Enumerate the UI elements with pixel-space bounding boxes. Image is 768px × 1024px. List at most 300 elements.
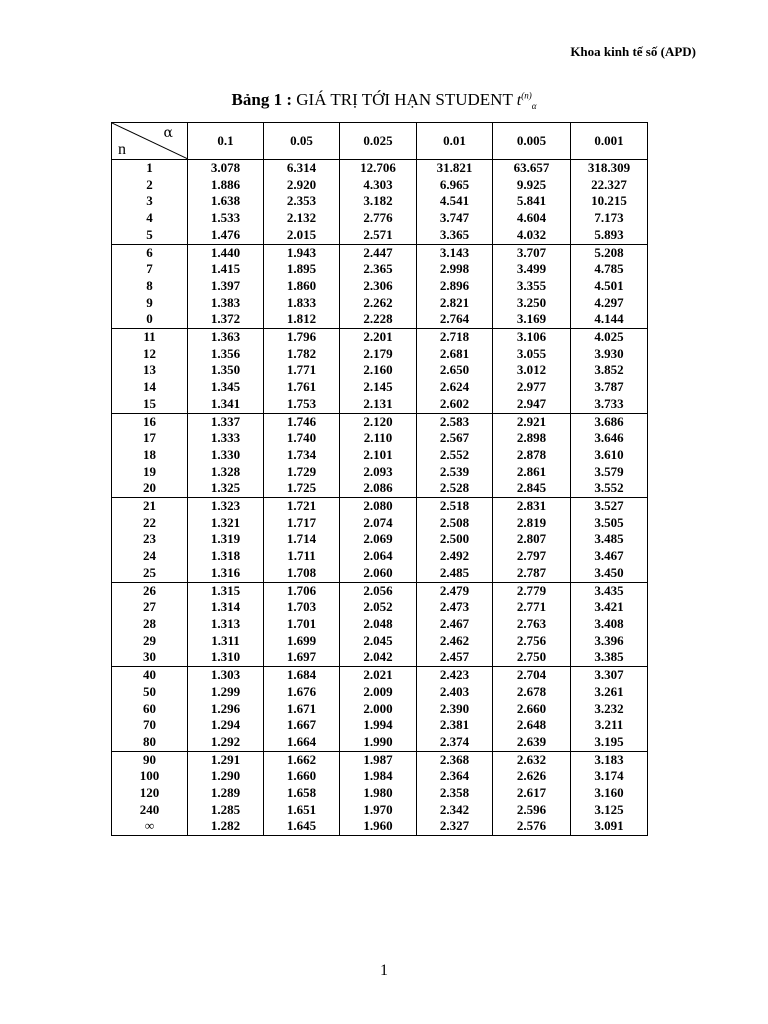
value-cell: 3.552 bbox=[571, 480, 648, 497]
row-n-cell: 30 bbox=[112, 649, 188, 666]
value-cell: 4.025 bbox=[571, 329, 648, 346]
value-cell: 4.541 bbox=[417, 193, 493, 210]
value-cell: 2.602 bbox=[417, 396, 493, 413]
value-cell: 1.671 bbox=[264, 701, 340, 718]
row-n-cell: 12 bbox=[112, 346, 188, 363]
value-cell: 1.886 bbox=[188, 177, 264, 194]
column-header: 0.005 bbox=[493, 123, 571, 160]
value-cell: 1.860 bbox=[264, 278, 340, 295]
value-cell: 1.645 bbox=[264, 818, 340, 835]
value-cell: 3.467 bbox=[571, 548, 648, 565]
table-row bbox=[112, 413, 648, 430]
value-cell: 12.706 bbox=[340, 160, 417, 177]
value-cell: 2.821 bbox=[417, 295, 493, 312]
value-cell: 3.787 bbox=[571, 379, 648, 396]
table-row bbox=[112, 768, 648, 785]
value-cell: 1.761 bbox=[264, 379, 340, 396]
value-cell: 2.056 bbox=[340, 582, 417, 599]
value-cell: 1.753 bbox=[264, 396, 340, 413]
value-cell: 2.921 bbox=[493, 413, 571, 430]
value-cell: 1.289 bbox=[188, 785, 264, 802]
value-cell: 2.776 bbox=[340, 210, 417, 227]
value-cell: 1.667 bbox=[264, 717, 340, 734]
value-cell: 1.314 bbox=[188, 599, 264, 616]
value-cell: 2.764 bbox=[417, 311, 493, 328]
value-cell: 2.567 bbox=[417, 430, 493, 447]
value-cell: 1.699 bbox=[264, 633, 340, 650]
table-row bbox=[112, 278, 648, 295]
value-cell: 4.303 bbox=[340, 177, 417, 194]
value-cell: 3.733 bbox=[571, 396, 648, 413]
table-row bbox=[112, 210, 648, 227]
value-cell: 2.681 bbox=[417, 346, 493, 363]
table-row bbox=[112, 599, 648, 616]
row-n-cell: 70 bbox=[112, 717, 188, 734]
value-cell: 22.327 bbox=[571, 177, 648, 194]
row-n-cell: 8 bbox=[112, 278, 188, 295]
row-n-cell: 2 bbox=[112, 177, 188, 194]
value-cell: 2.718 bbox=[417, 329, 493, 346]
value-cell: 1.328 bbox=[188, 464, 264, 481]
table-row bbox=[112, 734, 648, 751]
value-cell: 2.539 bbox=[417, 464, 493, 481]
value-cell: 3.646 bbox=[571, 430, 648, 447]
page-number: 1 bbox=[380, 962, 388, 979]
row-n-cell: 26 bbox=[112, 582, 188, 599]
value-cell: 1.734 bbox=[264, 447, 340, 464]
row-n-cell: 13 bbox=[112, 362, 188, 379]
value-cell: 3.091 bbox=[571, 818, 648, 835]
value-cell: 2.069 bbox=[340, 531, 417, 548]
value-cell: 1.660 bbox=[264, 768, 340, 785]
value-cell: 1.796 bbox=[264, 329, 340, 346]
value-cell: 2.920 bbox=[264, 177, 340, 194]
value-cell: 3.396 bbox=[571, 633, 648, 650]
value-cell: 3.435 bbox=[571, 582, 648, 599]
value-cell: 1.708 bbox=[264, 565, 340, 582]
row-n-cell: 100 bbox=[112, 768, 188, 785]
value-cell: 2.861 bbox=[493, 464, 571, 481]
value-cell: 1.321 bbox=[188, 515, 264, 532]
value-cell: 2.381 bbox=[417, 717, 493, 734]
row-n-cell: 21 bbox=[112, 498, 188, 515]
row-n-cell: 18 bbox=[112, 447, 188, 464]
row-n-cell: 6 bbox=[112, 244, 188, 261]
value-cell: 2.678 bbox=[493, 684, 571, 701]
value-cell: 1.725 bbox=[264, 480, 340, 497]
value-cell: 3.610 bbox=[571, 447, 648, 464]
table-title-text: GIÁ TRỊ TỚI HẠN STUDENT bbox=[296, 90, 513, 109]
value-cell: 1.782 bbox=[264, 346, 340, 363]
value-cell: 2.074 bbox=[340, 515, 417, 532]
table-row bbox=[112, 751, 648, 768]
value-cell: 1.714 bbox=[264, 531, 340, 548]
row-n-cell: 15 bbox=[112, 396, 188, 413]
value-cell: 2.390 bbox=[417, 701, 493, 718]
value-cell: 2.508 bbox=[417, 515, 493, 532]
row-n-cell: 25 bbox=[112, 565, 188, 582]
value-cell: 1.676 bbox=[264, 684, 340, 701]
row-n-cell: 23 bbox=[112, 531, 188, 548]
value-cell: 1.662 bbox=[264, 751, 340, 768]
row-n-cell: 80 bbox=[112, 734, 188, 751]
value-cell: 2.353 bbox=[264, 193, 340, 210]
value-cell: 3.160 bbox=[571, 785, 648, 802]
value-cell: 3.450 bbox=[571, 565, 648, 582]
value-cell: 2.042 bbox=[340, 649, 417, 666]
value-cell: 2.364 bbox=[417, 768, 493, 785]
t-symbol: $t^{(n)}_\alpha$ bbox=[516, 90, 537, 112]
value-cell: 4.032 bbox=[493, 227, 571, 244]
value-cell: 1.318 bbox=[188, 548, 264, 565]
value-cell: 2.467 bbox=[417, 616, 493, 633]
value-cell: 2.120 bbox=[340, 413, 417, 430]
column-header: 0.01 bbox=[417, 123, 493, 160]
value-cell: 3.408 bbox=[571, 616, 648, 633]
value-cell: 4.501 bbox=[571, 278, 648, 295]
value-cell: 1.994 bbox=[340, 717, 417, 734]
table-title-label: Bảng 1 : bbox=[231, 90, 292, 109]
value-cell: 3.106 bbox=[493, 329, 571, 346]
value-cell: 1.397 bbox=[188, 278, 264, 295]
table-row bbox=[112, 295, 648, 312]
alpha-label: α bbox=[163, 125, 173, 141]
row-n-cell: 19 bbox=[112, 464, 188, 481]
value-cell: 1.711 bbox=[264, 548, 340, 565]
value-cell: 1.292 bbox=[188, 734, 264, 751]
table-row bbox=[112, 649, 648, 666]
table-row bbox=[112, 565, 648, 582]
value-cell: 1.311 bbox=[188, 633, 264, 650]
value-cell: 9.925 bbox=[493, 177, 571, 194]
value-cell: 1.316 bbox=[188, 565, 264, 582]
value-cell: 1.980 bbox=[340, 785, 417, 802]
value-cell: 2.457 bbox=[417, 649, 493, 666]
value-cell: 2.327 bbox=[417, 818, 493, 835]
row-n-cell: 40 bbox=[112, 667, 188, 684]
value-cell: 3.747 bbox=[417, 210, 493, 227]
value-cell: 3.174 bbox=[571, 768, 648, 785]
table-row bbox=[112, 515, 648, 532]
value-cell: 1.363 bbox=[188, 329, 264, 346]
value-cell: 2.878 bbox=[493, 447, 571, 464]
row-n-cell: 0 bbox=[112, 311, 188, 328]
value-cell: 2.819 bbox=[493, 515, 571, 532]
value-cell: 2.473 bbox=[417, 599, 493, 616]
value-cell: 2.763 bbox=[493, 616, 571, 633]
value-cell: 3.143 bbox=[417, 244, 493, 261]
value-cell: 1.729 bbox=[264, 464, 340, 481]
value-cell: 2.576 bbox=[493, 818, 571, 835]
table-header-row bbox=[112, 123, 648, 160]
value-cell: 2.462 bbox=[417, 633, 493, 650]
row-n-cell: 24 bbox=[112, 548, 188, 565]
value-cell: 1.296 bbox=[188, 701, 264, 718]
value-cell: 2.064 bbox=[340, 548, 417, 565]
value-cell: 1.664 bbox=[264, 734, 340, 751]
table-row bbox=[112, 480, 648, 497]
value-cell: 1.313 bbox=[188, 616, 264, 633]
value-cell: 2.977 bbox=[493, 379, 571, 396]
column-header: 0.05 bbox=[264, 123, 340, 160]
value-cell: 1.341 bbox=[188, 396, 264, 413]
value-cell: 1.812 bbox=[264, 311, 340, 328]
value-cell: 1.987 bbox=[340, 751, 417, 768]
value-cell: 1.638 bbox=[188, 193, 264, 210]
value-cell: 1.290 bbox=[188, 768, 264, 785]
value-cell: 1.282 bbox=[188, 818, 264, 835]
value-cell: 1.721 bbox=[264, 498, 340, 515]
value-cell: 2.596 bbox=[493, 802, 571, 819]
row-n-cell: 9 bbox=[112, 295, 188, 312]
table-body bbox=[112, 160, 648, 836]
table-row bbox=[112, 548, 648, 565]
row-n-cell: 11 bbox=[112, 329, 188, 346]
table-row bbox=[112, 582, 648, 599]
value-cell: 1.684 bbox=[264, 667, 340, 684]
value-cell: 2.528 bbox=[417, 480, 493, 497]
value-cell: 4.297 bbox=[571, 295, 648, 312]
value-cell: 1.533 bbox=[188, 210, 264, 227]
value-cell: 6.314 bbox=[264, 160, 340, 177]
value-cell: 1.319 bbox=[188, 531, 264, 548]
value-cell: 1.440 bbox=[188, 244, 264, 261]
table-row bbox=[112, 329, 648, 346]
value-cell: 1.345 bbox=[188, 379, 264, 396]
value-cell: 2.132 bbox=[264, 210, 340, 227]
value-cell: 2.306 bbox=[340, 278, 417, 295]
value-cell: 2.485 bbox=[417, 565, 493, 582]
table-row bbox=[112, 311, 648, 328]
value-cell: 1.303 bbox=[188, 667, 264, 684]
table-row bbox=[112, 616, 648, 633]
value-cell: 2.093 bbox=[340, 464, 417, 481]
value-cell: 2.015 bbox=[264, 227, 340, 244]
value-cell: 2.403 bbox=[417, 684, 493, 701]
value-cell: 2.479 bbox=[417, 582, 493, 599]
column-header: 0.001 bbox=[571, 123, 648, 160]
value-cell: 2.831 bbox=[493, 498, 571, 515]
value-cell: 3.125 bbox=[571, 802, 648, 819]
value-cell: 2.423 bbox=[417, 667, 493, 684]
value-cell: 3.307 bbox=[571, 667, 648, 684]
value-cell: 2.000 bbox=[340, 701, 417, 718]
row-n-cell: ∞ bbox=[112, 818, 188, 835]
table-row bbox=[112, 430, 648, 447]
value-cell: 4.604 bbox=[493, 210, 571, 227]
value-cell: 2.045 bbox=[340, 633, 417, 650]
value-cell: 1.333 bbox=[188, 430, 264, 447]
value-cell: 1.960 bbox=[340, 818, 417, 835]
value-cell: 3.852 bbox=[571, 362, 648, 379]
table-row bbox=[112, 177, 648, 194]
table-row bbox=[112, 244, 648, 261]
value-cell: 2.080 bbox=[340, 498, 417, 515]
row-n-cell: 22 bbox=[112, 515, 188, 532]
value-cell: 10.215 bbox=[571, 193, 648, 210]
value-cell: 3.579 bbox=[571, 464, 648, 481]
value-cell: 3.250 bbox=[493, 295, 571, 312]
value-cell: 1.970 bbox=[340, 802, 417, 819]
table-row bbox=[112, 667, 648, 684]
table-row bbox=[112, 396, 648, 413]
value-cell: 2.787 bbox=[493, 565, 571, 582]
value-cell: 3.527 bbox=[571, 498, 648, 515]
value-cell: 3.078 bbox=[188, 160, 264, 177]
value-cell: 2.632 bbox=[493, 751, 571, 768]
value-cell: 2.617 bbox=[493, 785, 571, 802]
row-n-cell: 5 bbox=[112, 227, 188, 244]
row-n-cell: 20 bbox=[112, 480, 188, 497]
value-cell: 1.325 bbox=[188, 480, 264, 497]
value-cell: 3.365 bbox=[417, 227, 493, 244]
value-cell: 2.898 bbox=[493, 430, 571, 447]
value-cell: 2.771 bbox=[493, 599, 571, 616]
table-row bbox=[112, 531, 648, 548]
table-row bbox=[112, 802, 648, 819]
value-cell: 2.650 bbox=[417, 362, 493, 379]
value-cell: 1.717 bbox=[264, 515, 340, 532]
table-row bbox=[112, 362, 648, 379]
value-cell: 2.947 bbox=[493, 396, 571, 413]
value-cell: 63.657 bbox=[493, 160, 571, 177]
value-cell: 5.893 bbox=[571, 227, 648, 244]
value-cell: 2.583 bbox=[417, 413, 493, 430]
value-cell: 4.785 bbox=[571, 261, 648, 278]
value-cell: 2.368 bbox=[417, 751, 493, 768]
value-cell: 1.476 bbox=[188, 227, 264, 244]
student-t-table bbox=[111, 122, 648, 836]
row-n-cell: 16 bbox=[112, 413, 188, 430]
value-cell: 1.701 bbox=[264, 616, 340, 633]
value-cell: 2.492 bbox=[417, 548, 493, 565]
value-cell: 2.342 bbox=[417, 802, 493, 819]
value-cell: 3.055 bbox=[493, 346, 571, 363]
value-cell: 3.169 bbox=[493, 311, 571, 328]
value-cell: 1.315 bbox=[188, 582, 264, 599]
value-cell: 1.330 bbox=[188, 447, 264, 464]
value-cell: 1.310 bbox=[188, 649, 264, 666]
t-subscript: α bbox=[531, 101, 537, 112]
value-cell: 1.771 bbox=[264, 362, 340, 379]
table-row bbox=[112, 227, 648, 244]
value-cell: 3.499 bbox=[493, 261, 571, 278]
value-cell: 1.323 bbox=[188, 498, 264, 515]
value-cell: 1.651 bbox=[264, 802, 340, 819]
value-cell: 2.228 bbox=[340, 311, 417, 328]
value-cell: 3.686 bbox=[571, 413, 648, 430]
value-cell: 3.182 bbox=[340, 193, 417, 210]
value-cell: 2.052 bbox=[340, 599, 417, 616]
value-cell: 3.505 bbox=[571, 515, 648, 532]
value-cell: 1.984 bbox=[340, 768, 417, 785]
value-cell: 5.841 bbox=[493, 193, 571, 210]
value-cell: 2.110 bbox=[340, 430, 417, 447]
value-cell: 2.552 bbox=[417, 447, 493, 464]
value-cell: 3.421 bbox=[571, 599, 648, 616]
value-cell: 3.930 bbox=[571, 346, 648, 363]
value-cell: 2.086 bbox=[340, 480, 417, 497]
value-cell: 2.624 bbox=[417, 379, 493, 396]
value-cell: 1.291 bbox=[188, 751, 264, 768]
value-cell: 1.415 bbox=[188, 261, 264, 278]
value-cell: 2.845 bbox=[493, 480, 571, 497]
corner-cell bbox=[112, 123, 188, 160]
value-cell: 2.500 bbox=[417, 531, 493, 548]
row-n-cell: 3 bbox=[112, 193, 188, 210]
value-cell: 3.183 bbox=[571, 751, 648, 768]
row-n-cell: 29 bbox=[112, 633, 188, 650]
value-cell: 2.358 bbox=[417, 785, 493, 802]
t-superscript: (n) bbox=[521, 90, 532, 101]
value-cell: 2.048 bbox=[340, 616, 417, 633]
table-row bbox=[112, 193, 648, 210]
row-n-cell: 120 bbox=[112, 785, 188, 802]
row-n-cell: 28 bbox=[112, 616, 188, 633]
row-n-cell: 27 bbox=[112, 599, 188, 616]
value-cell: 2.756 bbox=[493, 633, 571, 650]
value-cell: 7.173 bbox=[571, 210, 648, 227]
value-cell: 1.299 bbox=[188, 684, 264, 701]
value-cell: 5.208 bbox=[571, 244, 648, 261]
value-cell: 1.990 bbox=[340, 734, 417, 751]
value-cell: 3.707 bbox=[493, 244, 571, 261]
value-cell: 2.262 bbox=[340, 295, 417, 312]
value-cell: 2.648 bbox=[493, 717, 571, 734]
value-cell: 1.356 bbox=[188, 346, 264, 363]
value-cell: 2.750 bbox=[493, 649, 571, 666]
row-n-cell: 90 bbox=[112, 751, 188, 768]
value-cell: 2.518 bbox=[417, 498, 493, 515]
table-row bbox=[112, 261, 648, 278]
value-cell: 2.145 bbox=[340, 379, 417, 396]
row-n-cell: 60 bbox=[112, 701, 188, 718]
row-n-cell: 4 bbox=[112, 210, 188, 227]
value-cell: 3.385 bbox=[571, 649, 648, 666]
value-cell: 2.704 bbox=[493, 667, 571, 684]
row-n-cell: 1 bbox=[112, 160, 188, 177]
table-row bbox=[112, 498, 648, 515]
value-cell: 1.706 bbox=[264, 582, 340, 599]
table-row bbox=[112, 464, 648, 481]
table-row bbox=[112, 684, 648, 701]
table-row bbox=[112, 346, 648, 363]
value-cell: 2.060 bbox=[340, 565, 417, 582]
value-cell: 3.195 bbox=[571, 734, 648, 751]
n-label: n bbox=[118, 141, 126, 159]
value-cell: 3.261 bbox=[571, 684, 648, 701]
column-header: 0.1 bbox=[188, 123, 264, 160]
faculty-header: Khoa kinh tế số (APD) bbox=[570, 44, 696, 59]
value-cell: 1.833 bbox=[264, 295, 340, 312]
value-cell: 2.626 bbox=[493, 768, 571, 785]
value-cell: 318.309 bbox=[571, 160, 648, 177]
value-cell: 3.012 bbox=[493, 362, 571, 379]
row-n-cell: 50 bbox=[112, 684, 188, 701]
value-cell: 2.201 bbox=[340, 329, 417, 346]
table-row bbox=[112, 785, 648, 802]
value-cell: 3.355 bbox=[493, 278, 571, 295]
value-cell: 1.658 bbox=[264, 785, 340, 802]
table-row bbox=[112, 160, 648, 177]
value-cell: 1.895 bbox=[264, 261, 340, 278]
value-cell: 2.374 bbox=[417, 734, 493, 751]
value-cell: 1.294 bbox=[188, 717, 264, 734]
value-cell: 1.350 bbox=[188, 362, 264, 379]
value-cell: 2.571 bbox=[340, 227, 417, 244]
value-cell: 2.179 bbox=[340, 346, 417, 363]
value-cell: 1.703 bbox=[264, 599, 340, 616]
